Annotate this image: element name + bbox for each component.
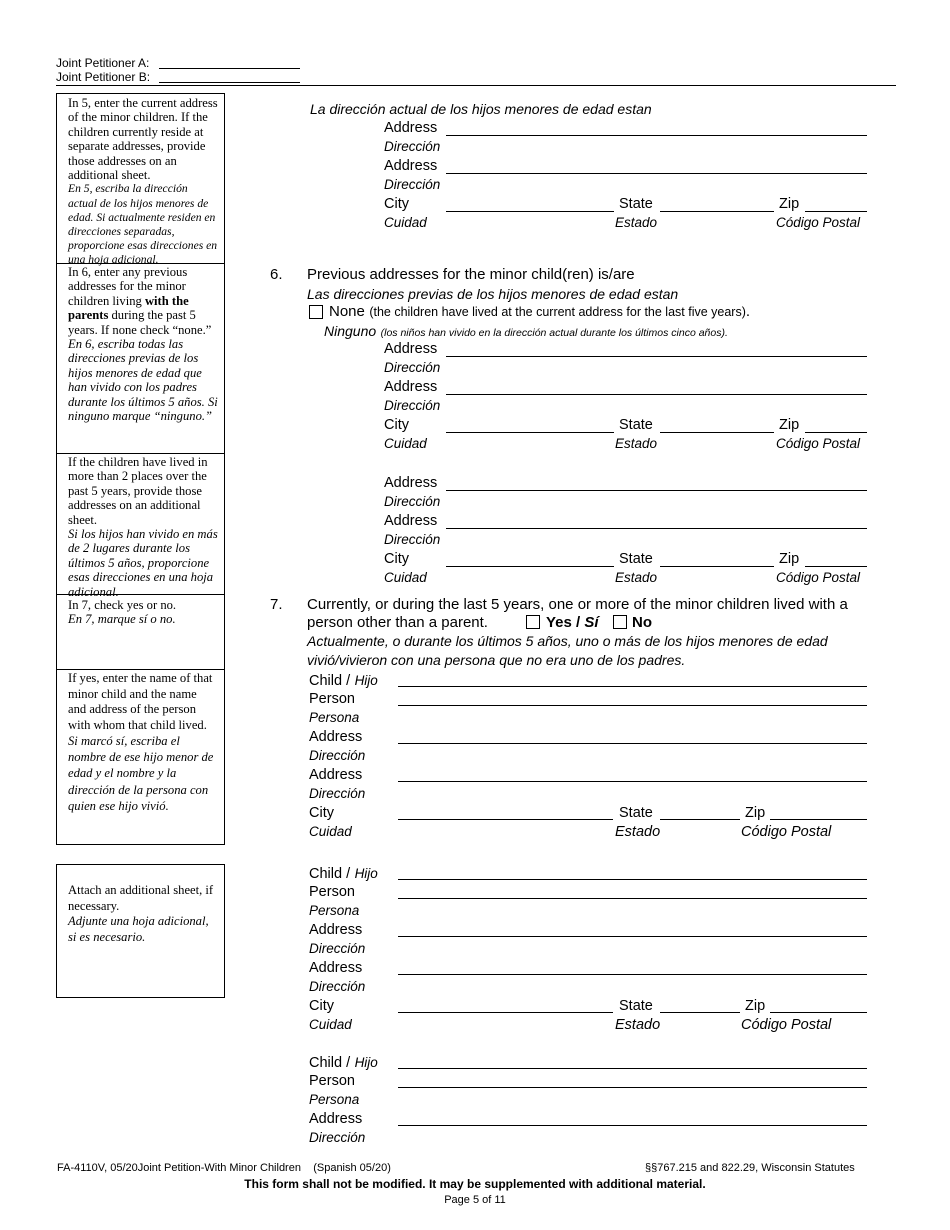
instruction-7-es: En 7, marque sí o no. <box>68 612 176 627</box>
person-address-line-2-field[interactable] <box>398 974 867 975</box>
city-field[interactable] <box>398 1012 613 1013</box>
cuidad-label: Cuidad <box>309 1017 352 1032</box>
joint-petitioner-a-field[interactable] <box>159 68 300 69</box>
child-name-field[interactable] <box>398 1068 867 1069</box>
section7-es-line1: Actualmente, o durante los últimos 5 años, uno o más de los hijos menores de edad <box>307 633 828 649</box>
estado-label: Estado <box>615 570 658 585</box>
city-field[interactable] <box>398 819 613 820</box>
instruction-box-section7-yes <box>56 669 225 845</box>
city-label: City <box>384 196 409 212</box>
codigo-postal-label: Código Postal <box>776 436 861 451</box>
direccion-label: Dirección <box>309 748 366 763</box>
city-field[interactable] <box>446 566 614 567</box>
state-label: State <box>619 998 653 1014</box>
address-label: Address <box>384 158 438 174</box>
direccion-label: Dirección <box>309 941 366 956</box>
state-label: State <box>619 196 653 212</box>
none-option: None (the children have lived at the current address for the last five years). <box>329 303 751 320</box>
address-label: Address <box>309 767 363 783</box>
section6-number: 6. <box>270 266 283 283</box>
estado-label: Estado <box>615 824 661 840</box>
cuidad-label: Cuidad <box>384 436 427 451</box>
persona-label: Persona <box>309 903 360 918</box>
section7-line1: Currently, or during the last 5 years, one or more of the minor children lived with a <box>307 596 848 613</box>
ninguno-option <box>324 323 728 341</box>
zip-field[interactable] <box>770 1012 867 1013</box>
address-label: Address <box>384 120 438 136</box>
none-detail: (the children have lived at the current address for the last five years) <box>369 305 746 319</box>
person-address-line-1-field[interactable] <box>398 1125 867 1126</box>
address-line-1-field[interactable] <box>446 356 867 357</box>
child-label: Child / Hijo <box>309 1055 378 1071</box>
instruction-attach-es: Adjunte una hoja adicional, si es necesario. <box>68 914 209 944</box>
address-label: Address <box>384 379 438 395</box>
zip-field[interactable] <box>805 432 867 433</box>
no-checkbox[interactable] <box>613 615 627 629</box>
direccion-label: Dirección <box>384 398 441 413</box>
section6-title: Previous addresses for the minor child(ren) is/are <box>307 266 635 283</box>
person-address-line-1-field[interactable] <box>398 743 867 744</box>
zip-label: Zip <box>745 805 766 821</box>
address-label: Address <box>309 729 363 745</box>
person-name-field[interactable] <box>398 705 867 706</box>
state-label: State <box>619 805 653 821</box>
instruction-5-en: In 5, enter the current address of the minor children. If the children currently reside at separate addresses, provide those addresses on an additional sheet. <box>68 96 218 183</box>
instruction-box-section7 <box>56 594 225 670</box>
state-field[interactable] <box>660 1012 740 1013</box>
zip-field[interactable] <box>770 819 867 820</box>
footer-form-id: FA-4110V, 05/20Joint Petition-With Minor Children (Spanish 05/20) <box>57 1162 391 1174</box>
child-name-field[interactable] <box>398 686 867 687</box>
estado-label: Estado <box>615 436 658 451</box>
city-field[interactable] <box>446 211 614 212</box>
instruction-extra-es: Si los hijos han vivido en más de 2 lugares durante los últimos 5 años, proporcione esas direcciones en una hoja adicional. <box>68 527 218 599</box>
ninguno-detail: (los niños han vivido en la dirección actual durante los últimos cinco años). <box>380 327 728 339</box>
cuidad-label: Cuidad <box>384 570 427 585</box>
address-line-2-field[interactable] <box>446 173 867 174</box>
state-label: State <box>619 417 653 433</box>
child-label: Child / Hijo <box>309 673 378 689</box>
direccion-label: Dirección <box>309 786 366 801</box>
section6-subtitle: Las direcciones previas de los hijos menores de edad estan <box>307 286 679 302</box>
cuidad-label: Cuidad <box>309 824 352 839</box>
section5-subtitle: La dirección actual de los hijos menores de edad estan <box>310 101 652 117</box>
instruction-5-es: En 5, escriba la dirección actual de los hijos menores de edad. Si actualmente residen en direcciones separadas, proporcione esas direcciones en una hoja adicional. <box>68 182 218 267</box>
address-label: Address <box>309 922 363 938</box>
zip-label: Zip <box>745 998 766 1014</box>
direccion-label: Dirección <box>384 177 441 192</box>
address-line-1-field[interactable] <box>446 490 867 491</box>
instruction-box-attach <box>56 864 225 998</box>
person-address-line-1-field[interactable] <box>398 936 867 937</box>
zip-label: Zip <box>779 551 800 567</box>
address-line-1-field[interactable] <box>446 135 867 136</box>
city-label: City <box>309 998 334 1014</box>
instruction-extra-en: If the children have lived in more than 2 places over the past 5 years, provide those addresses on an additional sheet. <box>68 455 208 527</box>
estado-label: Estado <box>615 215 658 230</box>
footer-statutes: §§767.215 and 822.29, Wisconsin Statutes <box>645 1162 855 1174</box>
direccion-label: Dirección <box>309 979 366 994</box>
instruction-box-extra-addresses <box>56 453 225 599</box>
zip-label: Zip <box>779 196 800 212</box>
state-field[interactable] <box>660 566 774 567</box>
city-field[interactable] <box>446 432 614 433</box>
instruction-7-en: In 7, check yes or no. <box>68 598 177 612</box>
zip-field[interactable] <box>805 211 867 212</box>
section7-number: 7. <box>270 596 283 613</box>
footer-page-number: Page 5 of 11 <box>444 1194 506 1206</box>
no-option-label: No <box>632 614 652 631</box>
person-address-line-2-field[interactable] <box>398 781 867 782</box>
direccion-label: Dirección <box>384 494 441 509</box>
child-label: Child / Hijo <box>309 866 378 882</box>
ninguno-label: Ninguno <box>324 323 377 339</box>
instruction-box-section5 <box>56 93 225 267</box>
estado-label: Estado <box>615 1017 661 1033</box>
city-label: City <box>384 551 409 567</box>
codigo-postal-label: Código Postal <box>776 570 861 585</box>
direccion-label: Dirección <box>384 139 441 154</box>
person-name-field[interactable] <box>398 1087 867 1088</box>
codigo-postal-label: Código Postal <box>776 215 861 230</box>
address-line-2-field[interactable] <box>446 528 867 529</box>
direccion-label: Dirección <box>309 1130 366 1145</box>
address-label: Address <box>384 475 438 491</box>
person-name-field[interactable] <box>398 898 867 899</box>
none-label: None <box>329 303 365 320</box>
none-checkbox[interactable] <box>309 305 323 319</box>
person-label: Person <box>309 691 355 707</box>
instruction-7-yes-en: If yes, enter the name of that minor child and the name and address of the person with whom that child lived. <box>68 671 213 732</box>
direccion-label: Dirección <box>384 360 441 375</box>
yes-checkbox[interactable] <box>526 615 540 629</box>
header-divider <box>56 85 896 86</box>
instruction-6-es: En 6, escriba todas las direcciones previas de los hijos menores de edad que han vivido con los padres durante los últimos 5 años. Si ninguno marque “ninguno.” <box>68 337 218 424</box>
section7-es-line2: vivió/vivieron con una persona que no era uno de los padres. <box>307 652 686 668</box>
address-label: Address <box>384 513 438 529</box>
child-name-field[interactable] <box>398 879 867 880</box>
person-label: Person <box>309 884 355 900</box>
joint-petitioner-b-field[interactable] <box>159 82 300 83</box>
codigo-postal-label: Código Postal <box>741 1017 832 1033</box>
joint-petitioner-a-label: Joint Petitioner A: <box>56 56 150 70</box>
section7-line2: person other than a parent. <box>307 614 488 631</box>
address-label: Address <box>384 341 438 357</box>
codigo-postal-label: Código Postal <box>741 824 832 840</box>
address-label: Address <box>309 1111 363 1127</box>
persona-label: Persona <box>309 1092 360 1107</box>
state-label: State <box>619 551 653 567</box>
joint-petitioner-b-label: Joint Petitioner B: <box>56 70 151 84</box>
persona-label: Persona <box>309 710 360 725</box>
instruction-box-section6 <box>56 263 225 454</box>
address-line-2-field[interactable] <box>446 394 867 395</box>
direccion-label: Dirección <box>384 532 441 547</box>
address-label: Address <box>309 960 363 976</box>
instruction-attach-en: Attach an additional sheet, if necessary. <box>68 883 214 913</box>
person-label: Person <box>309 1073 355 1089</box>
footer-notice: This form shall not be modified. It may be supplemented with additional material. <box>244 1177 706 1191</box>
instruction-6-en: In 6, enter any previous addresses for the minor children living with the parents during the past 5 years. If none check “none.” <box>68 265 212 337</box>
zip-label: Zip <box>779 417 800 433</box>
state-field[interactable] <box>660 211 774 212</box>
city-label: City <box>384 417 409 433</box>
city-label: City <box>309 805 334 821</box>
state-field[interactable] <box>660 819 740 820</box>
yes-option-label: Yes / Sí <box>546 614 599 631</box>
instruction-7-yes-es: Si marcó sí, escriba el nombre de ese hijo menor de edad y el nombre y la dirección de la persona con quien ese hijo vivió. <box>68 734 214 813</box>
cuidad-label: Cuidad <box>384 215 427 230</box>
state-field[interactable] <box>660 432 774 433</box>
zip-field[interactable] <box>805 566 867 567</box>
